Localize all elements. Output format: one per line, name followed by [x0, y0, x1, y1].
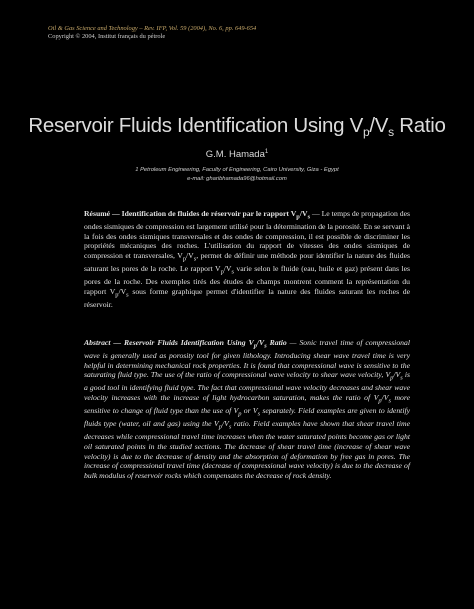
abstract-lead-sub: s	[264, 342, 267, 350]
abstract-sub: s	[228, 423, 232, 431]
resume-slash: /V	[223, 264, 232, 274]
author-email: e-mail: gharibhamada96@hotmail.com	[187, 176, 287, 182]
abstract-sub: s	[400, 374, 403, 382]
abstract-slash: /V	[221, 419, 229, 429]
author-superscript: 1	[264, 149, 269, 155]
abstract-slash: /V	[393, 370, 401, 380]
resume-slash: /V	[118, 286, 127, 296]
affiliation-block	[0, 166, 474, 184]
resume-sub: s	[193, 255, 197, 263]
resume-sub: p	[115, 291, 119, 299]
resume-text: varie selon le fluide (eau, huile et gaz) présent dans les pores de la roche. Des exemples tirés des études de champs montrent comment la représentation du rapport V	[84, 264, 410, 296]
resume-text: — Le temps de propagation des ondes sismiques de compression est largement utilisé pour la détermination de la porosité. En se servant à la fois des ondes sismiques transversales et des ondes de compression, il est possible de discriminer les propriétés mécaniques des roches. L'utilisation du rapport de vitesses des ondes sismiques de compression et transversales, V	[84, 209, 410, 260]
resume-text: sous forme graphique permet d'identifier la nature des fluides saturant les roches de réservoir.	[84, 286, 410, 309]
resume-sub: s	[231, 268, 234, 276]
resume-sub: s	[126, 291, 129, 299]
paper-title	[0, 114, 474, 139]
resume-lead-sub: p	[296, 213, 300, 221]
title-end: Ratio	[393, 114, 446, 137]
abstract-sub: p	[218, 423, 222, 431]
journal-header	[48, 25, 256, 41]
resume-lead-sub: s	[307, 213, 311, 221]
abstract-sub: p	[238, 410, 242, 418]
abstract-text: is a good tool in identifying fluid type. The fact that compressional wave velocity decreases and shear wave velocity increases with the increase of light hydrocarbon saturation, makes the ratio of V	[84, 370, 410, 403]
abstract-slash: /V	[381, 393, 389, 403]
abstract-paragraph	[84, 338, 410, 480]
resume-lead	[84, 209, 311, 221]
title-slash: /V	[369, 114, 389, 137]
abstract-text: ratio. Field examples have shown that shear travel time decreases while compressional travel time increases when the water saturated points become gas or light oil saturated points in the studied sections. The decrease of shear travel time (increase of shear wave velocity) is due to the decrease of density and the absorption of deformation by free gas in pores. The increase of compressional travel time (decrease of compressional wave velocity) is due to the decrease of bulk modulus of reservoir rocks which compensates the decrease of rock density.	[84, 419, 410, 480]
copyright-notice: Copyright © 2004, Institut français du pétrole	[48, 33, 166, 40]
abstract-text: or V	[241, 406, 258, 416]
abstract-sub: s	[388, 397, 391, 405]
resume-lead-text: Résumé — Identification de fluides de réservoir par le rapport V	[84, 209, 297, 218]
author-name: G.M. Hamada	[205, 149, 265, 161]
abstract-lead-end: Ratio	[266, 338, 287, 347]
abstract-lead-slash: /V	[256, 338, 265, 347]
abstract-text: more sensitive to change of fluid type than the use of V	[84, 393, 410, 416]
resume-sub: p	[220, 268, 224, 276]
affiliation-line: 1 Petroleum Engineering, Faculty of Engineering, Cairo University, Giza - Egypt	[135, 167, 339, 173]
abstract-lead-sub: p	[253, 342, 257, 350]
abstract-lead-text: Abstract — Reservoir Fluids Identification Using V	[84, 338, 254, 347]
title-text: Reservoir Fluids Identification Using V	[28, 114, 364, 137]
abstract-sub: p	[390, 374, 394, 382]
resume-lead-slash: /V	[299, 209, 308, 218]
title-sub-s: s	[388, 125, 394, 139]
title-sub-p: p	[363, 125, 370, 139]
resume-sub: p	[182, 255, 187, 263]
abstract-text: — Sonic travel time of compressional wave is generally used as porosity tool for given lithology. Introducing shear wave travel time is very helpful in determining mechanical rock properties. It is found that compressional wave is sensitive to the saturating fluid type. The use of the ratio of compressional wave velocity to shear wave velocity, V	[84, 338, 410, 380]
abstract-text: separately. Field examples are given to identify fluids type (water, oil and gas) using the V	[84, 406, 411, 429]
author-line	[0, 149, 474, 160]
abstract-lead	[84, 338, 287, 350]
resume-slash: /V	[186, 250, 194, 260]
resume-paragraph	[84, 209, 410, 309]
abstract-sub: p	[378, 397, 382, 405]
resume-text: , permet de définir une méthode pour identifier la nature des fluides saturant les pores de la roche. Le rapport V	[84, 250, 410, 274]
abstract-sub: s	[257, 410, 261, 418]
journal-citation: Oil & Gas Science and Technology – Rev. IFP, Vol. 59 (2004), No. 6, pp. 649-654	[48, 25, 257, 32]
